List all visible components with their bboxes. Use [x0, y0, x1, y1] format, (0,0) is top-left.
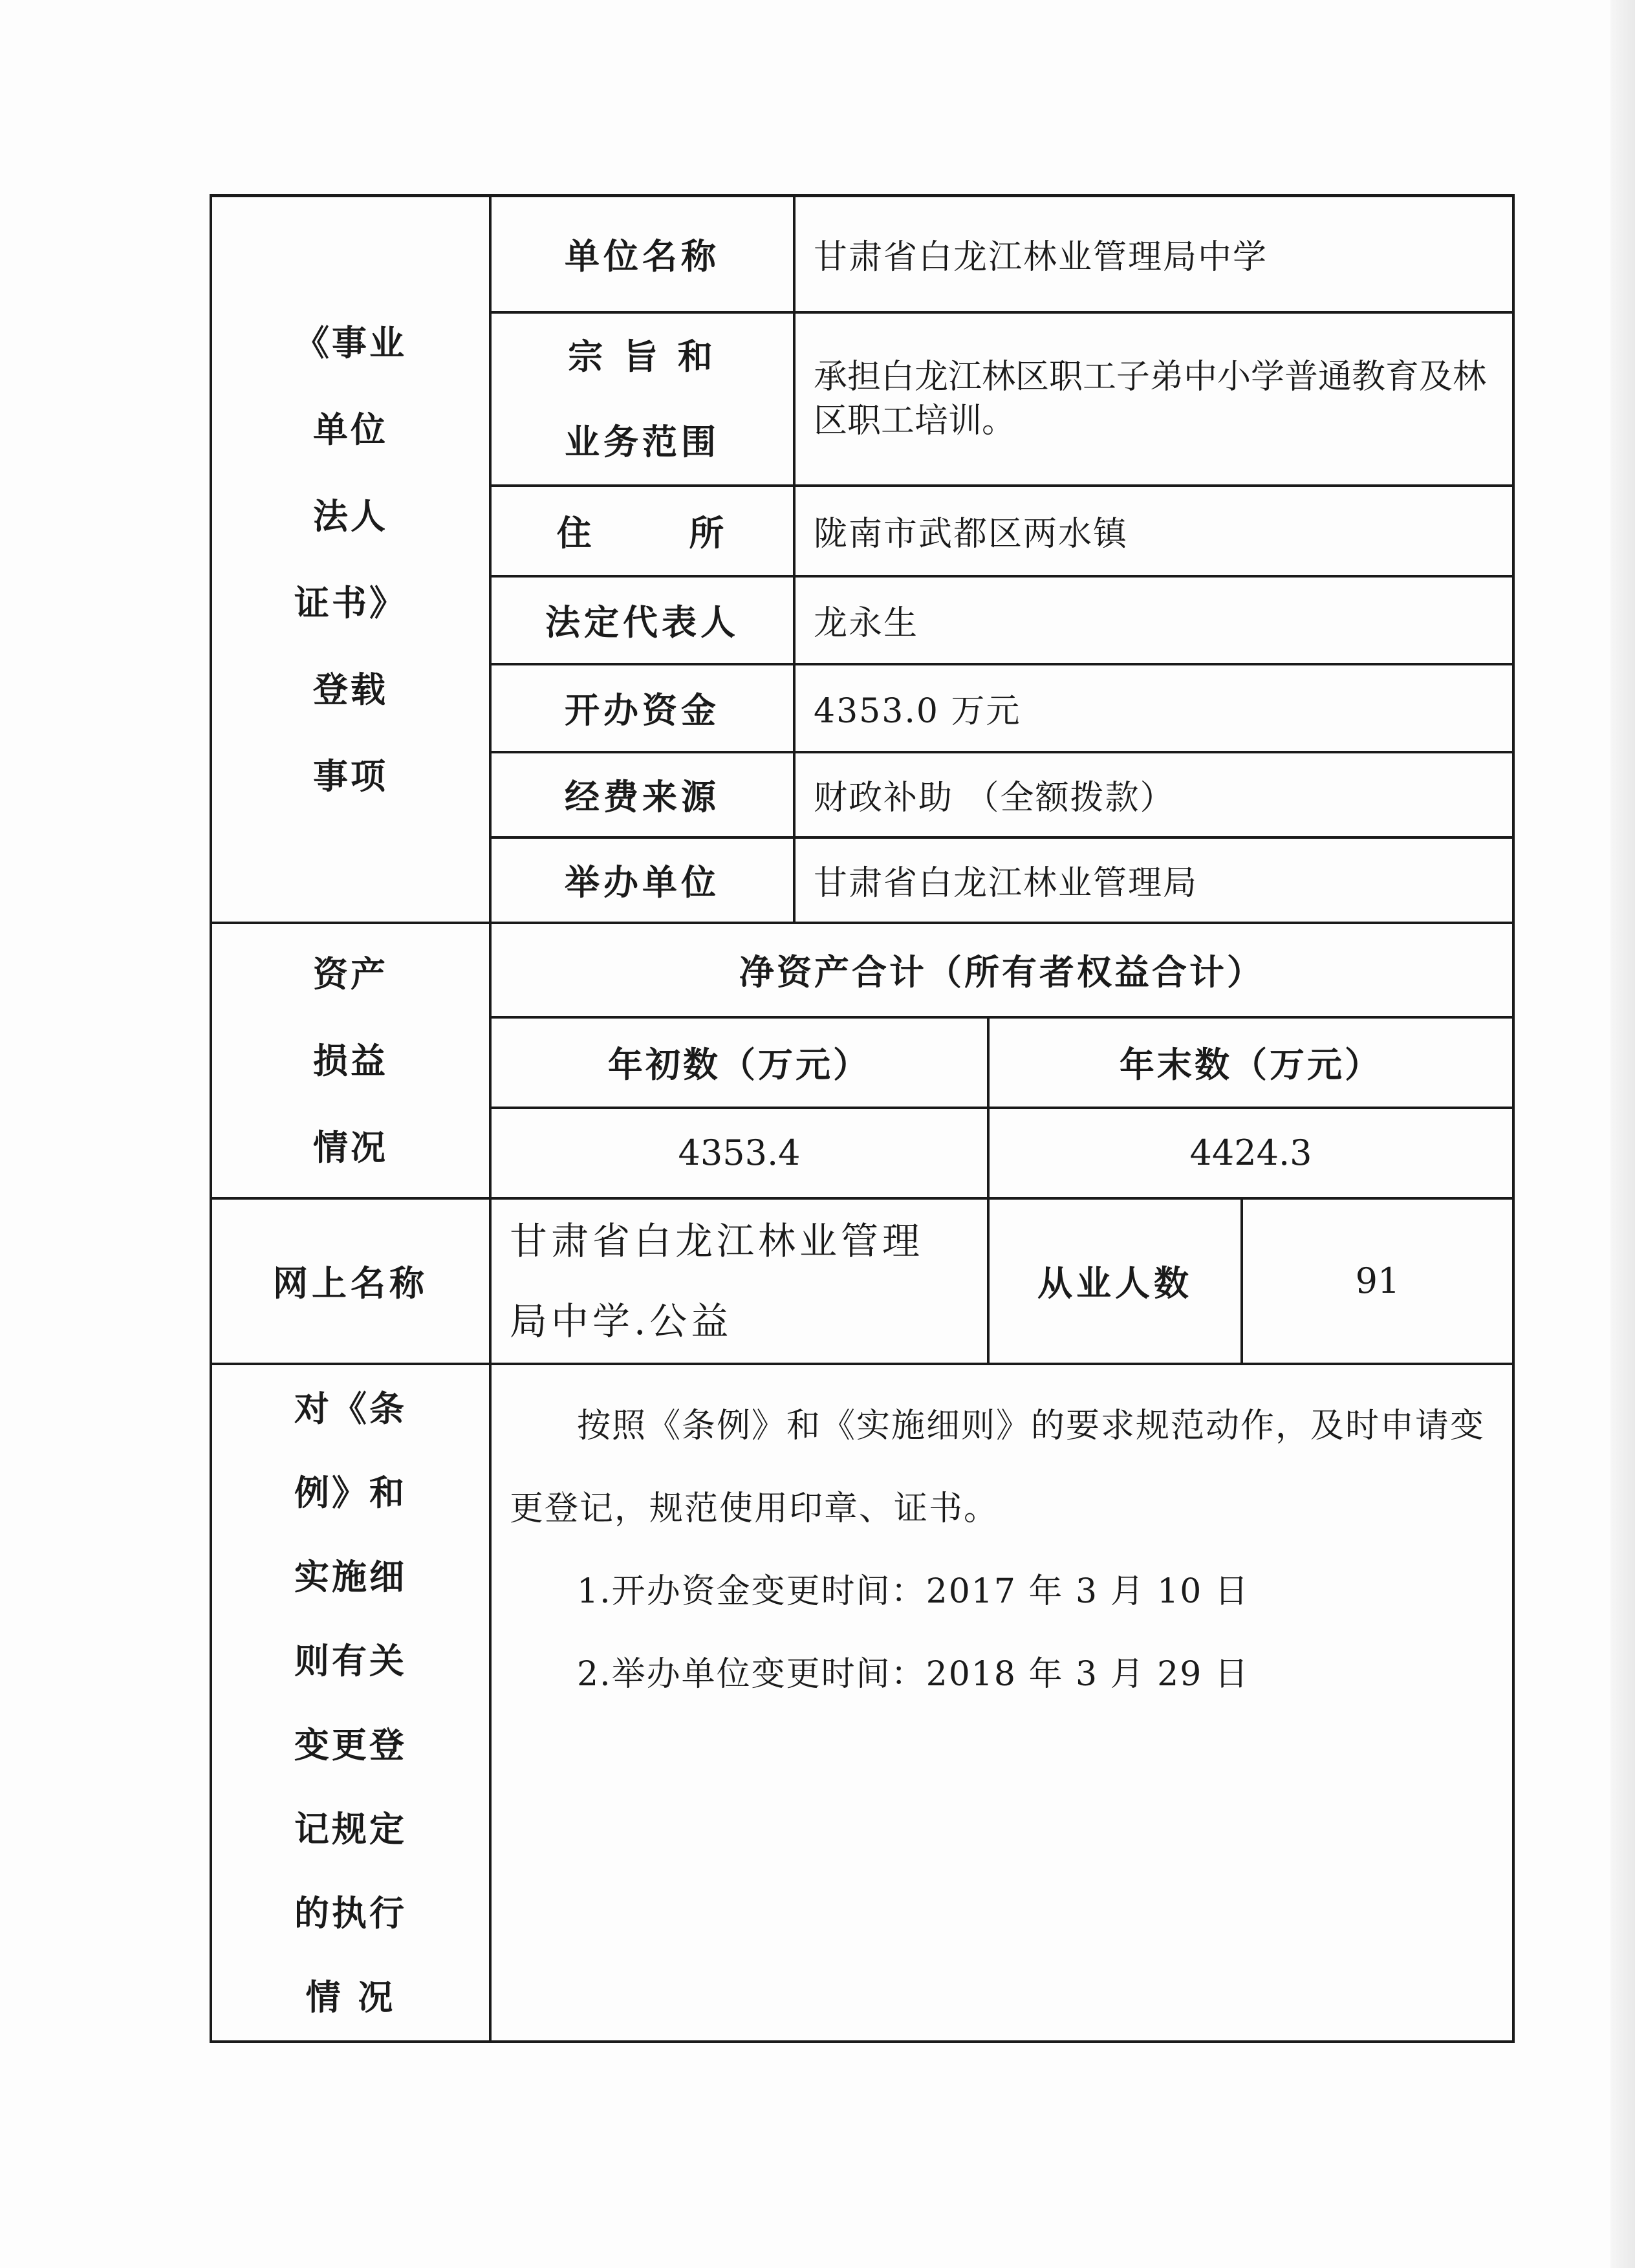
row-compliance — [211, 1364, 1513, 2042]
staff-count-label: 从业人数 — [988, 1198, 1242, 1364]
cert-label-line: 登载 — [313, 668, 388, 710]
staff-count-value: 91 — [1242, 1198, 1513, 1364]
field-label — [490, 312, 794, 486]
cert-label-line: 《事业 — [294, 321, 407, 363]
assets-label-line: 损益 — [313, 1039, 388, 1081]
field-value: 承担白龙江林区职工子弟中小学普通教育及林区职工培训。 — [794, 312, 1513, 486]
row-unit-name — [211, 196, 1513, 312]
begin-year-value: 4353.4 — [490, 1108, 988, 1198]
field-value: 4353.0 万元 — [794, 664, 1513, 752]
cert-label-line: 证书》 — [294, 581, 407, 623]
compliance-content — [490, 1364, 1513, 2042]
end-year-header: 年末数（万元） — [988, 1017, 1513, 1108]
cert-label-line: 事项 — [313, 755, 388, 797]
registration-table — [210, 194, 1515, 2043]
assets-section-label — [211, 923, 490, 1198]
row-online-name — [211, 1198, 1513, 1364]
begin-year-header: 年初数（万元） — [490, 1017, 988, 1108]
scan-edge — [1610, 0, 1635, 2268]
sponsor-change-line: 2.举办单位变更时间：2018 年 3 月 29 日 — [577, 1654, 1250, 1694]
field-label: 举办单位 — [490, 837, 794, 923]
field-label: 单位名称 — [490, 196, 794, 312]
end-year-value: 4424.3 — [988, 1108, 1513, 1198]
cert-label-line: 单位 — [313, 408, 388, 450]
field-value: 甘肃省白龙江林业管理局 — [794, 837, 1513, 923]
net-assets-header: 净资产合计（所有者权益合计） — [490, 923, 1513, 1017]
field-label: 住 所 — [490, 486, 794, 576]
field-label-line: 业务范围 — [565, 420, 720, 462]
compliance-section-label — [211, 1364, 490, 2042]
compliance-label-line: 记规定 — [294, 1808, 407, 1850]
online-name-line: 局中学.公益 — [510, 1299, 733, 1343]
online-name-label: 网上名称 — [211, 1198, 490, 1364]
field-label-line: 宗 旨 和 — [568, 335, 717, 377]
online-name-line: 甘肃省白龙江林业管理 — [510, 1218, 924, 1263]
compliance-label-line: 情 况 — [305, 1976, 396, 2018]
field-value: 甘肃省白龙江林业管理局中学 — [794, 196, 1513, 312]
compliance-label-line: 实施细 — [294, 1555, 407, 1597]
field-label: 法定代表人 — [490, 576, 794, 664]
cert-section-label — [211, 196, 490, 923]
field-value: 龙永生 — [794, 576, 1513, 664]
assets-label-line: 资产 — [313, 953, 388, 995]
compliance-paragraph: 按照《条例》和《实施细则》的要求规范动作，及时申请变更登记，规范使用印章、证书。 — [510, 1406, 1486, 1528]
compliance-label-line: 变更登 — [294, 1723, 407, 1766]
compliance-label-line: 则有关 — [294, 1639, 407, 1681]
online-name-value — [490, 1198, 988, 1364]
field-value: 陇南市武都区两水镇 — [794, 486, 1513, 576]
compliance-label-line: 例》和 — [294, 1471, 407, 1513]
capital-change-line: 1.开办资金变更时间：2017 年 3 月 10 日 — [577, 1571, 1250, 1611]
row-assets-header — [211, 923, 1513, 1017]
field-label: 经费来源 — [490, 752, 794, 837]
field-label: 开办资金 — [490, 664, 794, 752]
field-value: 财政补助 （全额拨款） — [794, 752, 1513, 837]
assets-label-line: 情况 — [313, 1126, 388, 1168]
compliance-label-line: 对《条 — [294, 1387, 407, 1429]
cert-label-line: 法人 — [313, 495, 388, 537]
compliance-label-line: 的执行 — [294, 1892, 407, 1934]
